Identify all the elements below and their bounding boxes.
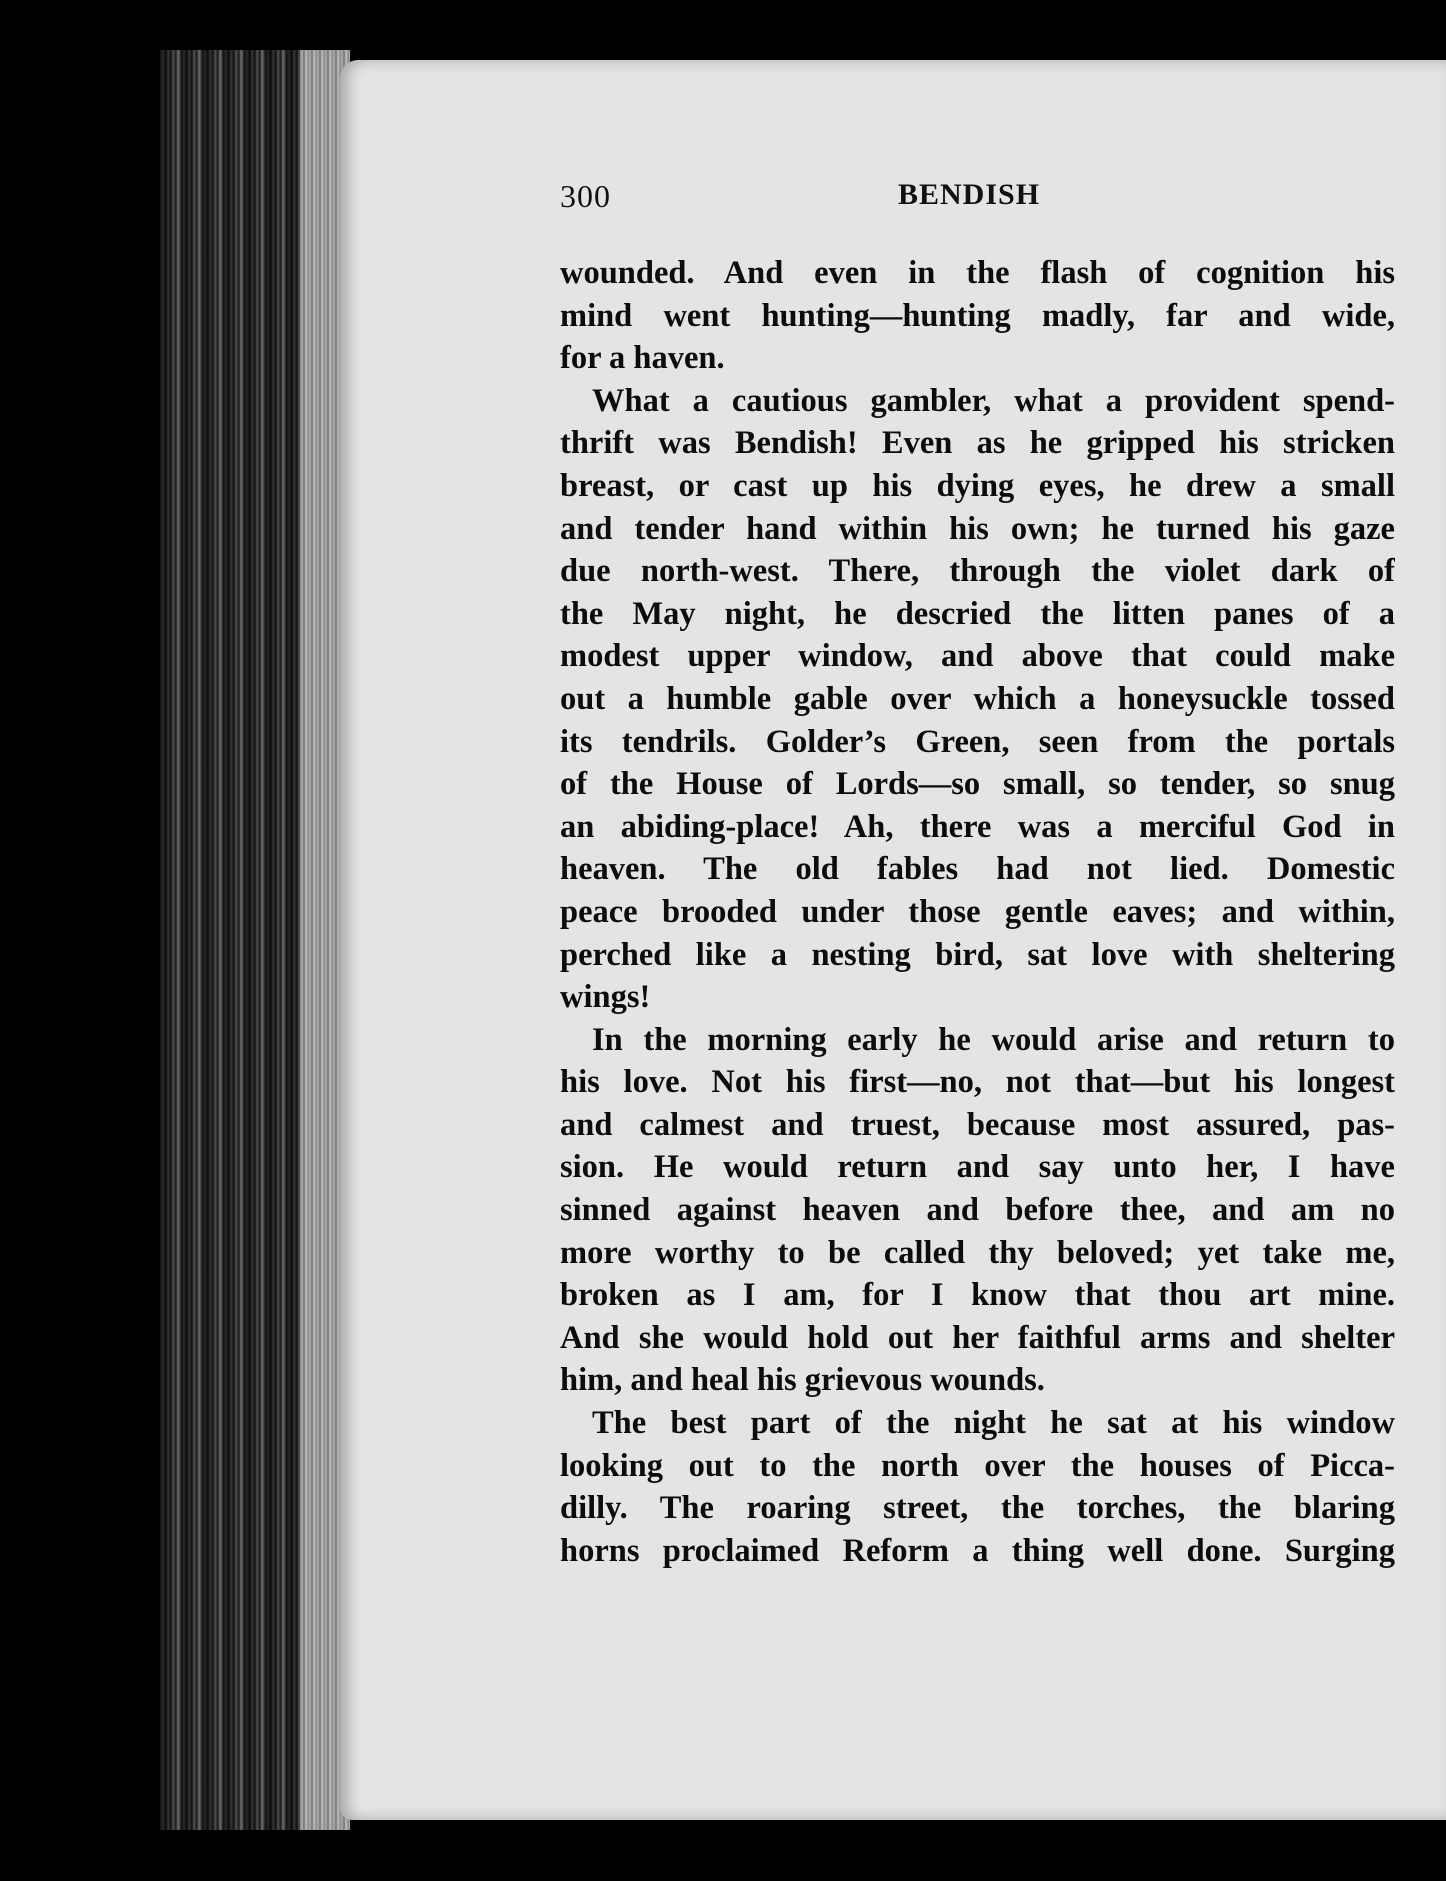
text-line: due north-west. There, through the violet dark of [560, 553, 1395, 590]
text-line: mind went hunting—hunting madly, far and wide, [560, 297, 1395, 334]
text-line: sion. He would return and say unto her, I have [560, 1149, 1395, 1186]
text-line: horns proclaimed Reform a thing well done. Surging [560, 1532, 1395, 1569]
text-line: perched like a nesting bird, sat love with sheltering [560, 936, 1395, 973]
text-line: The best part of the night he sat at his window [592, 1405, 1395, 1442]
text-line: dilly. The roaring street, the torches, the blaring [560, 1490, 1395, 1527]
text-line: him, and heal his grievous wounds. [560, 1362, 1045, 1399]
running-title: BENDISH [898, 178, 1041, 211]
text-line: modest upper window, and above that could make [560, 638, 1395, 675]
text-line: looking out to the north over the houses of Picca- [560, 1447, 1395, 1484]
body-text [560, 252, 1395, 1572]
text-line: out a humble gable over which a honeysuckle tossed [560, 680, 1395, 717]
text-line: for a haven. [560, 340, 725, 377]
text-line: peace brooded under those gentle eaves; and within, [560, 893, 1395, 930]
text-line: of the House of Lords—so small, so tender, so snug [560, 766, 1395, 803]
text-line: the May night, he descried the litten panes of a [560, 595, 1395, 632]
text-line: wings! [560, 979, 651, 1016]
text-line: its tendrils. Golder’s Green, seen from the portals [560, 723, 1395, 760]
text-line: broken as I am, for I know that thou art mine. [560, 1277, 1395, 1314]
text-line: and calmest and truest, because most assured, pas- [560, 1106, 1395, 1143]
page-number: 300 [560, 178, 611, 214]
text-line: heaven. The old fables had not lied. Domestic [560, 851, 1395, 888]
text-line: thrift was Bendish! Even as he gripped his stricken [560, 425, 1395, 462]
text-line: And she would hold out her faithful arms and shelter [560, 1319, 1395, 1356]
text-line: his love. Not his first—no, not that—but his longest [560, 1064, 1395, 1101]
text-line: What a cautious gambler, what a provident spend- [592, 382, 1395, 419]
text-line: more worthy to be called thy beloved; yet take me, [560, 1234, 1395, 1271]
text-line: In the morning early he would arise and return to [592, 1021, 1395, 1058]
text-line: breast, or cast up his dying eyes, he drew a small [560, 467, 1395, 504]
text-line: and tender hand within his own; he turned his gaze [560, 510, 1395, 547]
text-line: wounded. And even in the flash of cognition his [560, 255, 1395, 291]
text-line: an abiding-place! Ah, there was a merciful God in [560, 808, 1395, 845]
book-page-edges [160, 50, 350, 1830]
running-head [560, 178, 1395, 228]
text-line: sinned against heaven and before thee, and am no [560, 1192, 1395, 1229]
